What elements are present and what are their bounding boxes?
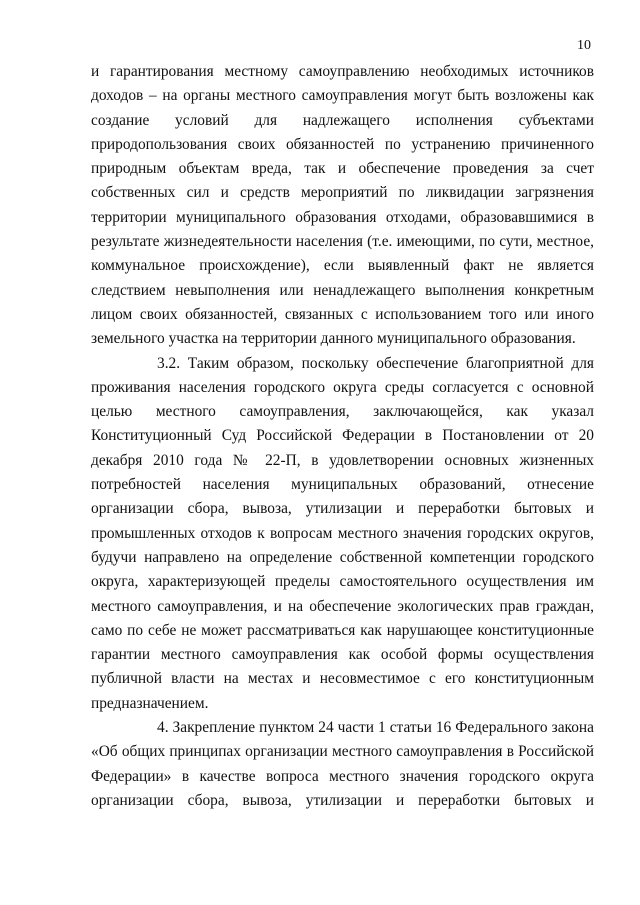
paragraph-4: 4. Закрепление пунктом 24 части 1 статьи 16 Федерального закона «Об общих принципах организации местного самоуправления в Российской Федерации» в качестве вопроса местного значения городского округа организации сбора, вывоза, утилизации и переработки бытовых и: [91, 719, 594, 809]
paragraph-continuation: и гарантирования местному самоуправлению необходимых источников доходов – на органы местного самоуправления могут быть возложены как создание условий для надлежащего исполнения субъектами природопользования своих обязанностей по устранению причиненного природным объектам вреда, так и обеспечение проведения за счет собственных сил и средств мероприятий по ликвидации загрязнения территории муниципального образования отходами, образовавшимися в результате жизнедеятельности населения (т.е. имеющими, по сути, местное, коммунальное происхождение), если выявленный факт не является следствием невыполнения или ненадлежащего выполнения конкретным лицом своих обязанностей, связанных с использованием того или иного земельного участка на территории данного муниципального образования.: [91, 63, 594, 348]
page-number: 10: [577, 38, 591, 53]
document-body: [91, 60, 594, 813]
paragraph-3-2: 3.2. Таким образом, поскольку обеспечение благоприятной для проживания населения городского округа среды согласуется с основной целью местного самоуправления, заключающейся, как указал Конституционный Суд Российской Федерации в Постановлении от 20 декабря 2010 года № 22-П, в удовлетворении основных жизненных потребностей населения муниципальных образований, отнесение организации сбора, вывоза, утилизации и переработки бытовых и промышленных отходов к вопросам местного значения городских округов, будучи направлено на определение собственной компетенции городского округа, характеризующей пределы самостоятельного осуществления им местного самоуправления, и на обеспечение экологических прав граждан, само по себе не может рассматриваться как нарушающее конституционные гарантии местного самоуправления как особой формы осуществления публичной власти на местах и несовместимое с его конституционным предназначением.: [91, 354, 594, 712]
